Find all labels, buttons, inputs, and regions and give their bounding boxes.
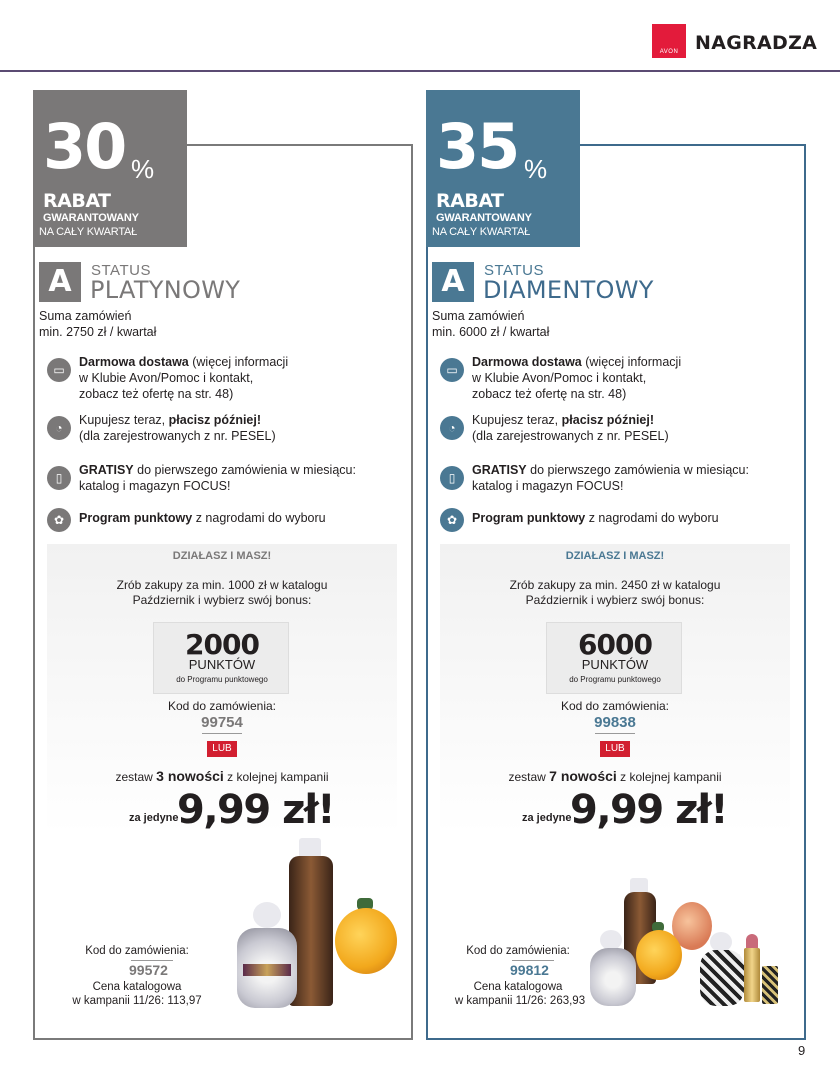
points-label: PUNKTÓW (581, 657, 649, 672)
avon-logo-text: AVON (659, 49, 679, 55)
feature-bold: Program punktowy (79, 511, 193, 525)
catalog-price-label: Cena katalogowa (92, 981, 182, 993)
discount-guaranteed: GWARANTOWANY (43, 212, 139, 224)
discount-rabat: RABAT (436, 190, 504, 212)
discount-quarter: NA CAŁY KWARTAŁ (432, 226, 531, 238)
order-code-label: Kod do zamówienia: (167, 699, 277, 713)
price-row (440, 788, 790, 834)
discount-rabat: RABAT (43, 190, 111, 212)
header-divider (0, 70, 840, 72)
bath-ball-bottle (636, 930, 682, 980)
points-amount: 2000 (185, 628, 259, 661)
perfume-cap (253, 902, 281, 928)
feature-text: do pierwszego zamówienia w miesiącu: (133, 463, 356, 477)
discount-badge (33, 90, 187, 247)
discount-guaranteed: GWARANTOWANY (436, 212, 532, 224)
catalog-icon: ▯ (440, 466, 464, 490)
set-code-label: Kod do zamówienia: (466, 945, 570, 957)
feature-line3: zobacz też ofertę na str. 48) (79, 387, 234, 401)
promo-box (440, 544, 790, 1028)
feature-line2: katalog i magazyn FOCUS! (79, 479, 231, 493)
lipstick-tube-2 (762, 966, 778, 1004)
zebra-perfume-bottle (700, 950, 744, 1006)
feature-text: do pierwszego zamówienia w miesiącu: (526, 463, 749, 477)
avon-logo (652, 24, 686, 58)
price-value: 9,99 zł! (570, 787, 727, 833)
points-subtitle: do Programu punktowego (569, 675, 661, 684)
promo-heading: DZIAŁASZ I MASZ! (172, 550, 272, 562)
set-offer (440, 768, 790, 784)
catalog-price-value: w kampanii 11/26: 263,93 (454, 995, 586, 1007)
status-label: STATUS (91, 262, 151, 279)
set-code-underline (131, 960, 173, 961)
perfume-cap-2 (710, 932, 732, 952)
feature-bold: Darmowa dostawa (79, 355, 189, 369)
price-prefix: za jedyne (522, 812, 572, 824)
points-subtitle: do Programu punktowego (176, 675, 268, 684)
feature-line2: (dla zarejestrowanych z nr. PESEL) (79, 429, 276, 443)
promo-desc-line1: Zrób zakupy za min. 2450 zł w katalogu (509, 578, 721, 592)
feature-text: z nagrodami do wyboru (192, 511, 326, 525)
perfume-label (243, 964, 291, 976)
feature-bold: Program punktowy (472, 511, 586, 525)
feature-line2: w Klubie Avon/Pomoc i kontakt, (79, 371, 254, 385)
set-code-underline (512, 960, 554, 961)
perfume-cap (600, 930, 622, 950)
set-bold: 7 nowości (549, 768, 617, 784)
feature-text: (więcej informacji (581, 355, 682, 369)
clock-coin-icon: ◔ (47, 416, 71, 440)
truck-icon: ▭ (47, 358, 71, 382)
status-name: PLATYNOWY (90, 276, 241, 304)
catalog-icon: ▯ (47, 466, 71, 490)
lipstick-tube (744, 948, 760, 1002)
feature-pre: Kupujesz teraz, (79, 413, 169, 427)
feature-line2: w Klubie Avon/Pomoc i kontakt, (472, 371, 647, 385)
feature-pre: Kupujesz teraz, (472, 413, 562, 427)
set-code-label: Kod do zamówienia: (85, 945, 189, 957)
feature-line2: katalog i magazyn FOCUS! (472, 479, 624, 493)
order-code-underline (202, 733, 242, 734)
promo-desc-line2: Październik i wybierz swój bonus: (525, 593, 705, 607)
promo-description (47, 578, 397, 608)
set-pre: zestaw (508, 770, 550, 784)
bath-ball-bottle (335, 908, 397, 974)
percent-sign: % (131, 154, 155, 184)
price-row (47, 788, 397, 834)
feature-bold: GRATISY (79, 463, 134, 477)
promo-desc-line2: Październik i wybierz swój bonus: (132, 593, 312, 607)
set-offer (47, 768, 397, 784)
points-label: PUNKTÓW (188, 657, 256, 672)
section-title: NAGRADZA (695, 32, 818, 54)
order-code-value: 99838 (594, 714, 636, 731)
body-lotion-cap (299, 838, 321, 858)
lipstick-tip (746, 934, 758, 948)
status-label: STATUS (484, 262, 544, 279)
set-code-value: 99812 (510, 962, 549, 978)
price-prefix: za jedyne (129, 812, 179, 824)
set-bold: 3 nowości (156, 768, 224, 784)
clock-coin-icon: ◔ (440, 416, 464, 440)
discount-percent: 35 (436, 110, 519, 183)
discount-quarter: NA CAŁY KWARTAŁ (39, 226, 138, 238)
promo-box (47, 544, 397, 1028)
price-value: 9,99 zł! (177, 787, 334, 833)
points-amount: 6000 (578, 628, 652, 661)
status-card-diamond (426, 90, 808, 1040)
status-card-platinum (33, 90, 415, 1040)
feature-bold: GRATISY (472, 463, 527, 477)
points-bonus (546, 622, 682, 694)
discount-badge (426, 90, 580, 247)
gift-hand-icon: ✿ (47, 508, 71, 532)
promo-description (440, 578, 790, 608)
order-minimum-value: min. 2750 zł / kwartał (39, 325, 157, 339)
catalog-price-label: Cena katalogowa (473, 981, 563, 993)
status-a-icon: A (39, 262, 81, 302)
set-post: z kolejnej kampanii (616, 770, 722, 784)
set-post: z kolejnej kampanii (223, 770, 329, 784)
promo-desc-line1: Zrób zakupy za min. 1000 zł w katalogu (116, 578, 328, 592)
percent-sign: % (524, 154, 548, 184)
feature-line2: (dla zarejestrowanych z nr. PESEL) (472, 429, 669, 443)
order-minimum-label: Suma zamówień (432, 309, 525, 323)
order-minimum-label: Suma zamówień (39, 309, 132, 323)
status-name: DIAMENTOWY (483, 276, 654, 304)
set-pre: zestaw (115, 770, 157, 784)
order-minimum (39, 308, 156, 340)
promo-heading: DZIAŁASZ I MASZ! (565, 550, 665, 562)
set-code-value: 99572 (129, 962, 168, 978)
order-code-underline (595, 733, 635, 734)
discount-percent: 30 (43, 110, 126, 183)
points-bonus (153, 622, 289, 694)
feature-bold: płacisz później! (561, 413, 655, 427)
feature-bold: Darmowa dostawa (472, 355, 582, 369)
catalog-price-value: w kampanii 11/26: 113,97 (72, 995, 202, 1007)
order-minimum-value: min. 6000 zł / kwartał (432, 325, 550, 339)
order-code-label: Kod do zamówienia: (560, 699, 670, 713)
feature-text: (więcej informacji (188, 355, 289, 369)
order-code-value: 99754 (201, 714, 243, 731)
feature-bold: płacisz później! (168, 413, 262, 427)
page-number: 9 (798, 1043, 806, 1058)
status-a-icon: A (432, 262, 474, 302)
or-badge: LUB (207, 741, 237, 757)
feature-text: z nagrodami do wyboru (585, 511, 719, 525)
order-minimum (432, 308, 549, 340)
truck-icon: ▭ (440, 358, 464, 382)
or-badge: LUB (600, 741, 630, 757)
feature-line3: zobacz też ofertę na str. 48) (472, 387, 627, 401)
gift-hand-icon: ✿ (440, 508, 464, 532)
